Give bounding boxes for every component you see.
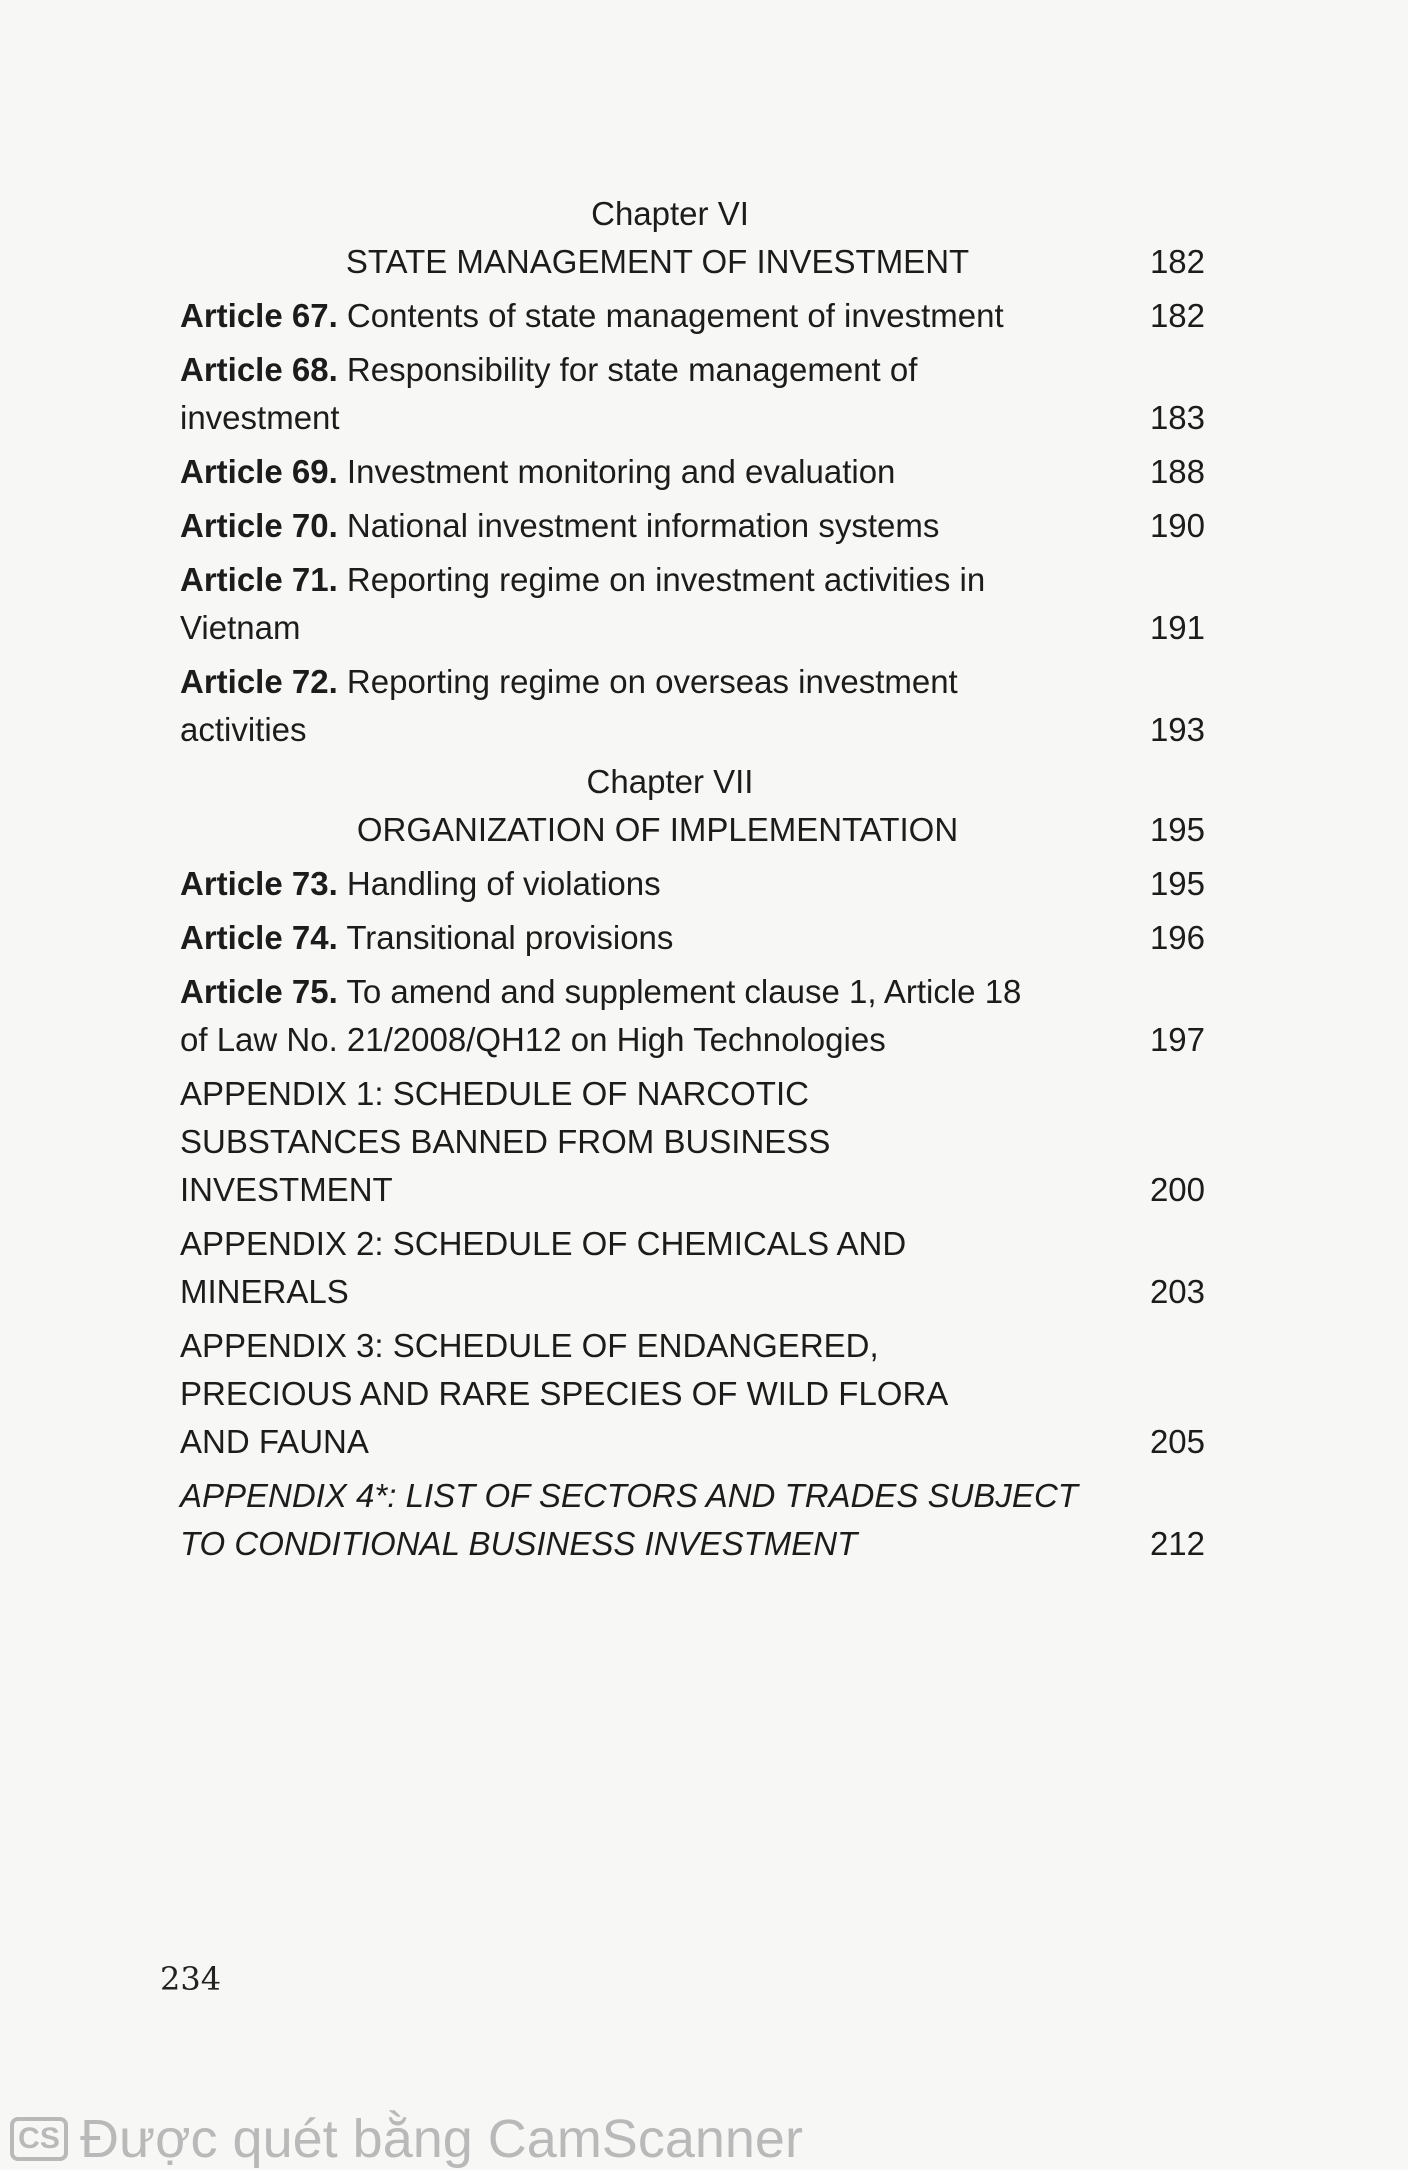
page-number: 182	[1149, 297, 1205, 334]
entry-text	[180, 968, 1135, 1064]
page-number: 190	[1149, 507, 1205, 544]
toc-entry	[180, 1322, 1205, 1466]
toc-entry	[180, 556, 1205, 652]
entry-text	[180, 292, 1135, 340]
page-number: 212	[1149, 1525, 1205, 1562]
page-number: 193	[1149, 711, 1205, 748]
toc-entry	[180, 292, 1205, 340]
article-label: Article 67.	[180, 297, 338, 334]
entry-text	[180, 448, 1135, 496]
camscanner-logo-icon: CS	[10, 2117, 68, 2161]
article-title: Handling of violations	[337, 865, 661, 902]
entry-text	[180, 502, 1135, 550]
article-title: To amend and supplement clause 1, Article 18 of Law No. 21/2008/QH12 on High Technologies	[180, 973, 1022, 1058]
entry-text	[180, 860, 1135, 908]
toc-entry	[180, 860, 1205, 908]
toc-entry	[180, 1220, 1205, 1316]
chapter-title: ORGANIZATION OF IMPLEMENTATION	[356, 811, 959, 848]
article-label: Article 72.	[180, 663, 338, 700]
appendix-title: APPENDIX 1: SCHEDULE OF NARCOTIC SUBSTANCES BANNED FROM BUSINESS INVESTMENT	[180, 1075, 831, 1208]
page-number: 195	[1149, 865, 1205, 902]
appendix-title: APPENDIX 2: SCHEDULE OF CHEMICALS AND MINERALS	[180, 1225, 907, 1310]
article-title: Contents of state management of investment	[337, 297, 1004, 334]
page-number: 191	[1149, 609, 1205, 646]
article-label: Article 69.	[180, 453, 338, 490]
page-number: 205	[1149, 1423, 1205, 1460]
page-number: 197	[1149, 1021, 1205, 1058]
entry-text	[180, 914, 1135, 962]
chapter-number: Chapter VI	[591, 195, 749, 232]
chapter-number: Chapter VII	[586, 763, 754, 800]
article-title: Transitional provisions	[337, 919, 674, 956]
chapter-heading	[180, 806, 1205, 854]
page-number: 195	[1149, 811, 1205, 848]
toc-entry	[180, 658, 1205, 754]
folio-page-number: 234	[160, 1960, 222, 1998]
toc-entry	[180, 502, 1205, 550]
article-title: Reporting regime on investment activities in Vietnam	[180, 561, 986, 646]
toc-entry	[180, 914, 1205, 962]
article-label: Article 68.	[180, 351, 338, 388]
entry-text	[180, 346, 1135, 442]
page-number: 182	[1149, 243, 1205, 280]
article-label: Article 70.	[180, 507, 338, 544]
toc-entry	[180, 968, 1205, 1064]
article-title: Investment monitoring and evaluation	[337, 453, 896, 490]
toc-entry	[180, 346, 1205, 442]
article-label: Article 74.	[180, 919, 338, 956]
article-title: Responsibility for state management of investment	[180, 351, 918, 436]
article-label: Article 71.	[180, 561, 338, 598]
article-title: National investment information systems	[337, 507, 940, 544]
article-label: Article 73.	[180, 865, 338, 902]
chapter-title: STATE MANAGEMENT OF INVESTMENT	[345, 243, 970, 280]
appendix-title: APPENDIX 3: SCHEDULE OF ENDANGERED, PRECIOUS AND RARE SPECIES OF WILD FLORA AND FAUNA	[180, 1327, 947, 1460]
page-number: 188	[1149, 453, 1205, 490]
toc-entry	[180, 1070, 1205, 1214]
table-of-contents	[180, 190, 1205, 1568]
camscanner-watermark	[10, 2108, 803, 2170]
entry-text	[180, 556, 1135, 652]
chapter-heading	[180, 238, 1205, 286]
toc-entry	[180, 448, 1205, 496]
toc-entry	[180, 1472, 1205, 1568]
appendix-title: APPENDIX 4*: LIST OF SECTORS AND TRADES SUBJECT TO CONDITIONAL BUSINESS INVESTMENT	[180, 1477, 1078, 1562]
page-number: 183	[1149, 399, 1205, 436]
watermark-text: Được quét bằng CamScanner	[80, 2109, 803, 2169]
page-number: 203	[1149, 1273, 1205, 1310]
entry-text	[180, 658, 1135, 754]
article-title: Reporting regime on overseas investment activities	[180, 663, 958, 748]
article-label: Article 75.	[180, 973, 338, 1010]
page-number: 200	[1149, 1171, 1205, 1208]
page-number: 196	[1149, 919, 1205, 956]
